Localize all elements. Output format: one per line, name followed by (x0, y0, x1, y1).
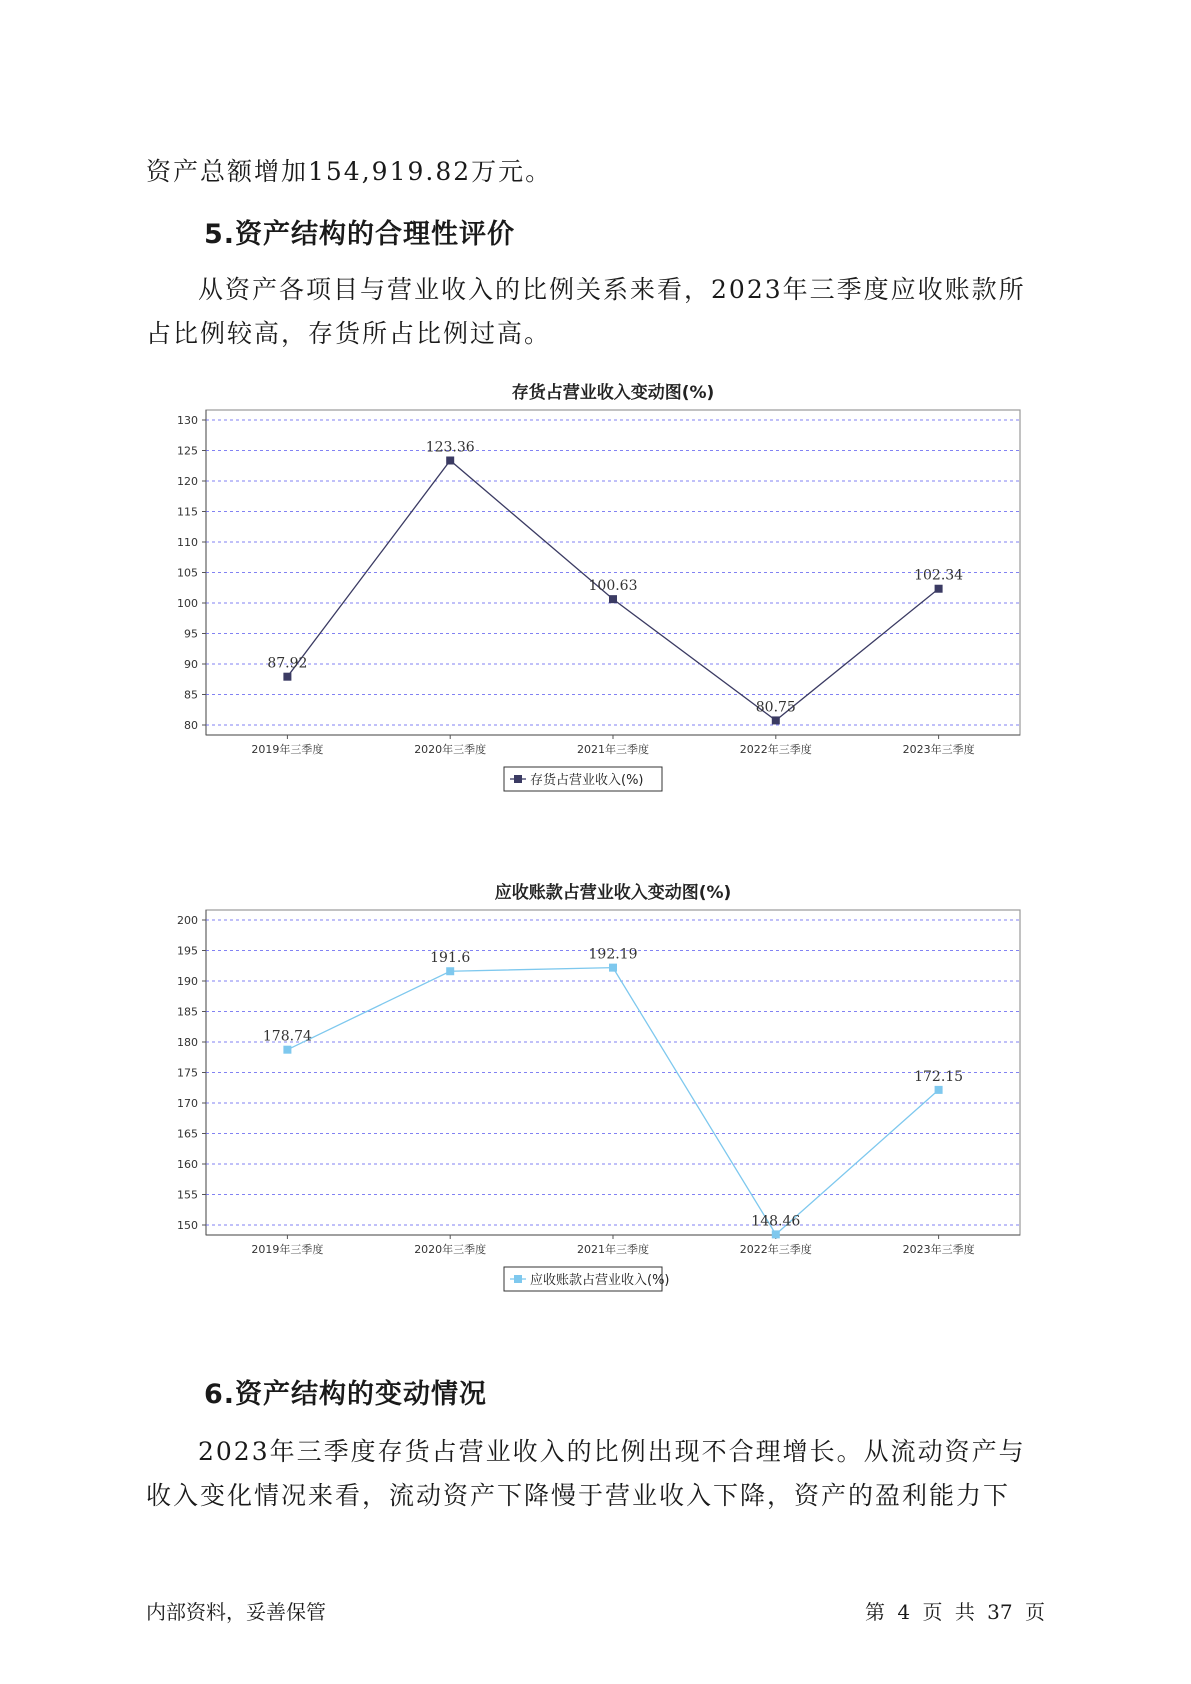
legend-label: 存货占营业收入(%) (530, 773, 644, 788)
data-label: 100.63 (588, 578, 638, 595)
data-point (772, 716, 780, 724)
y-tick-label: 155 (177, 1188, 198, 1202)
y-tick-label: 150 (177, 1219, 198, 1232)
section-5-paragraph-line-2: 占比例较高，存货所占比例过高。 (146, 319, 552, 348)
legend-label: 应收账款占营业收入(%) (530, 1273, 670, 1288)
x-tick-label: 2019年三季度 (251, 743, 324, 756)
section-6-heading: 6.资产结构的变动情况 (204, 1379, 488, 1410)
x-tick-label: 2019年三季度 (251, 1243, 324, 1256)
data-label: 87.92 (267, 655, 308, 672)
y-tick-label: 100 (177, 597, 198, 610)
data-point (283, 673, 291, 681)
x-tick-label: 2023年三季度 (902, 1243, 975, 1256)
data-label: 192.19 (588, 946, 638, 963)
legend (504, 767, 662, 791)
x-tick-label: 2023年三季度 (902, 743, 975, 756)
y-tick-label: 200 (177, 914, 198, 927)
footer-confidential-note: 内部资料，妥善保管 (146, 1600, 326, 1624)
data-label: 148.46 (751, 1213, 801, 1230)
y-tick-label: 170 (177, 1097, 198, 1110)
y-tick-label: 195 (177, 944, 198, 958)
legend-marker (514, 775, 522, 783)
chart-title: 应收账款占营业收入变动图(%) (494, 883, 732, 903)
y-tick-label: 105 (177, 566, 198, 580)
data-point (772, 1230, 780, 1238)
data-label: 123.36 (425, 439, 475, 456)
legend (504, 1267, 670, 1291)
y-tick-label: 125 (177, 444, 198, 458)
receivables-ratio-chart (160, 880, 1040, 1305)
x-tick-label: 2020年三季度 (414, 743, 487, 756)
x-tick-label: 2021年三季度 (577, 743, 649, 756)
data-label: 102.34 (914, 567, 964, 584)
data-point (446, 967, 454, 975)
data-point (283, 1046, 291, 1054)
y-tick-label: 80 (184, 719, 198, 732)
y-tick-label: 180 (177, 1036, 198, 1049)
data-point (446, 457, 454, 465)
chart-title: 存货占营业收入变动图(%) (511, 383, 715, 403)
y-tick-label: 190 (177, 975, 198, 988)
x-tick-label: 2020年三季度 (414, 1243, 487, 1256)
y-tick-label: 95 (184, 627, 198, 641)
inventory-ratio-chart (160, 380, 1040, 805)
y-tick-label: 160 (177, 1158, 198, 1171)
data-point (609, 595, 617, 603)
x-tick-label: 2021年三季度 (577, 1243, 649, 1256)
section-5-heading: 5.资产结构的合理性评价 (204, 219, 516, 250)
y-tick-label: 90 (184, 658, 198, 671)
data-point (609, 964, 617, 972)
y-tick-label: 165 (177, 1127, 198, 1141)
y-tick-label: 130 (177, 414, 198, 427)
footer-page-number: 第 4 页 共 37 页 (865, 1600, 1045, 1624)
y-tick-label: 175 (177, 1066, 198, 1080)
data-label: 191.6 (430, 950, 471, 967)
y-tick-label: 115 (177, 505, 198, 519)
data-label: 172.15 (914, 1068, 964, 1085)
section-6-paragraph-line-2: 收入变化情况来看，流动资产下降慢于营业收入下降，资产的盈利能力下 (146, 1481, 1011, 1510)
legend-marker (514, 1275, 522, 1283)
y-tick-label: 185 (177, 1005, 198, 1019)
section-5-paragraph-line-1: 从资产各项目与营业收入的比例关系来看，2023年三季度应收账款所 (198, 275, 1026, 304)
data-point (935, 1086, 943, 1094)
section-6-paragraph-line-1: 2023年三季度存货占营业收入的比例出现不合理增长。从流动资产与 (198, 1437, 1026, 1466)
y-tick-label: 110 (177, 536, 198, 549)
y-tick-label: 85 (184, 688, 198, 702)
data-label: 178.74 (262, 1028, 312, 1045)
inventory-ratio-chart-svg (160, 380, 1040, 805)
receivables-ratio-chart-svg (160, 880, 1040, 1305)
x-tick-label: 2022年三季度 (739, 743, 812, 756)
data-label: 80.75 (755, 699, 796, 716)
data-point (935, 585, 943, 593)
y-tick-label: 120 (177, 475, 198, 488)
paragraph-asset-total: 资产总额增加154,919.82万元。 (146, 157, 553, 186)
x-tick-label: 2022年三季度 (739, 1243, 812, 1256)
